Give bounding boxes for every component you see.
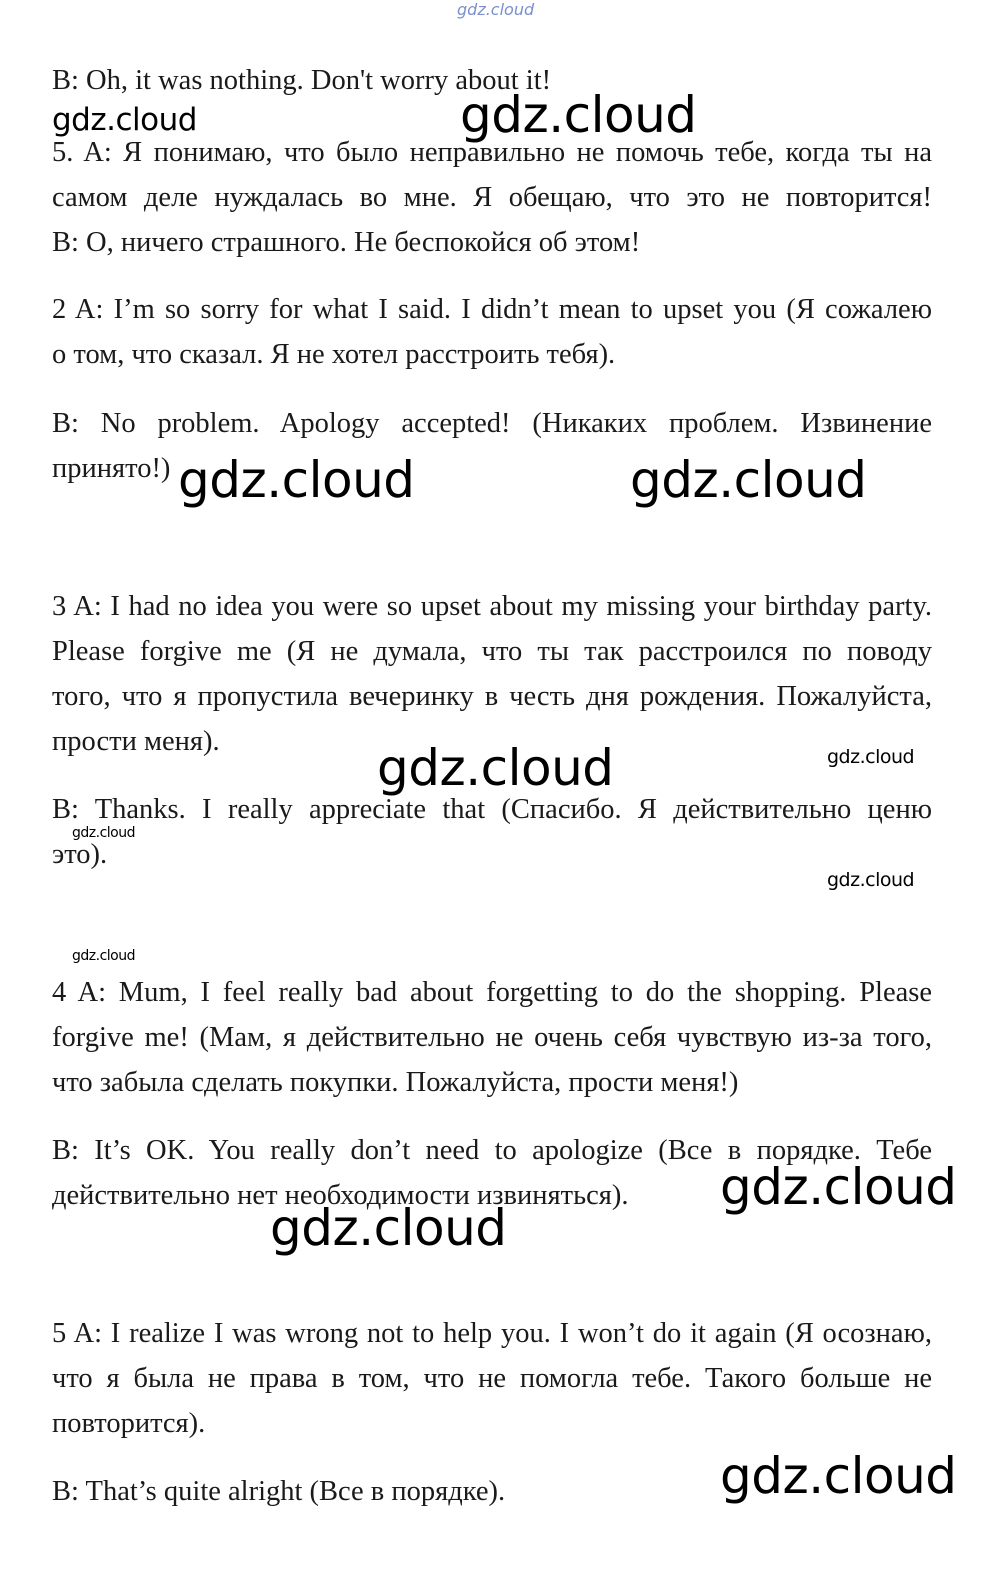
text-line: 4 A: Mum, I feel really bad about forgetting to do the shopping. Please	[52, 977, 932, 1008]
watermark: gdz.cloud	[720, 1158, 957, 1216]
text-line: 3 A: I had no idea you were so upset about my missing your birthday party.	[52, 591, 932, 622]
watermark: gdz.cloud	[72, 948, 135, 964]
watermark: gdz.cloud	[460, 86, 697, 144]
text-line: прости меня).	[52, 726, 220, 757]
text-line: самом деле нуждалась во мне. Я обещаю, что это не повторится!	[52, 182, 932, 213]
text-line: B: That’s quite alright (Все в порядке).	[52, 1476, 506, 1507]
text-line: 5. A: Я понимаю, что было неправильно не помочь тебе, когда ты на	[52, 137, 932, 168]
text-line: что я была не права в том, что не помогла тебе. Такого больше не	[52, 1363, 932, 1394]
dialogue-2-a	[52, 287, 932, 377]
text-line: B: No problem. Apology accepted! (Никаких проблем. Извинение	[52, 408, 932, 439]
text-line: B: Thanks. I really appreciate that (Спасибо. Я действительно ценю	[52, 794, 932, 825]
watermark: gdz.cloud	[270, 1199, 507, 1257]
text-line: это).	[52, 839, 108, 870]
text-line: B: Oh, it was nothing. Don't worry about it!	[52, 65, 552, 96]
watermark-top: gdz.cloud	[457, 0, 535, 19]
watermark: gdz.cloud	[827, 869, 915, 891]
text-line: о том, что сказал. Я не хотел расстроить тебя).	[52, 339, 616, 370]
text-line: повторится).	[52, 1408, 206, 1439]
watermark: gdz.cloud	[52, 102, 197, 138]
text-line: 5 A: I realize I was wrong not to help you. I won’t do it again (Я осознаю,	[52, 1318, 932, 1349]
text-line: Please forgive me (Я не думала, что ты так расстроился по поводу	[52, 636, 932, 667]
watermark: gdz.cloud	[178, 451, 415, 509]
watermark: gdz.cloud	[377, 739, 614, 797]
text-line: B: О, ничего страшного. Не беспокойся об этом!	[52, 227, 641, 258]
text-line: 2 A: I’m so sorry for what I said. I didn’t mean to upset you (Я сожалею	[52, 294, 932, 325]
text-line: что забыла сделать покупки. Пожалуйста, прости меня!)	[52, 1067, 739, 1098]
watermark: gdz.cloud	[630, 451, 867, 509]
text-line: принято!)	[52, 453, 171, 484]
watermark: gdz.cloud	[827, 746, 915, 768]
text-line: forgive me! (Мам, я действительно не очень себя чувствую из-за того,	[52, 1022, 932, 1053]
dialogue-3-a	[52, 584, 932, 764]
answer-5-russian	[52, 130, 932, 265]
dialogue-5-a	[52, 1311, 932, 1446]
watermark: gdz.cloud	[72, 825, 135, 841]
text-line: того, что я пропустила вечеринку в честь дня рождения. Пожалуйста,	[52, 681, 932, 712]
dialogue-4-a	[52, 970, 932, 1105]
dialogue-3-b	[52, 787, 932, 877]
text-line: B: It’s OK. You really don’t need to apologize (Все в порядке. Тебе	[52, 1135, 932, 1166]
watermark: gdz.cloud	[720, 1447, 957, 1505]
text-line: действительно нет необходимости извиняться).	[52, 1180, 629, 1211]
